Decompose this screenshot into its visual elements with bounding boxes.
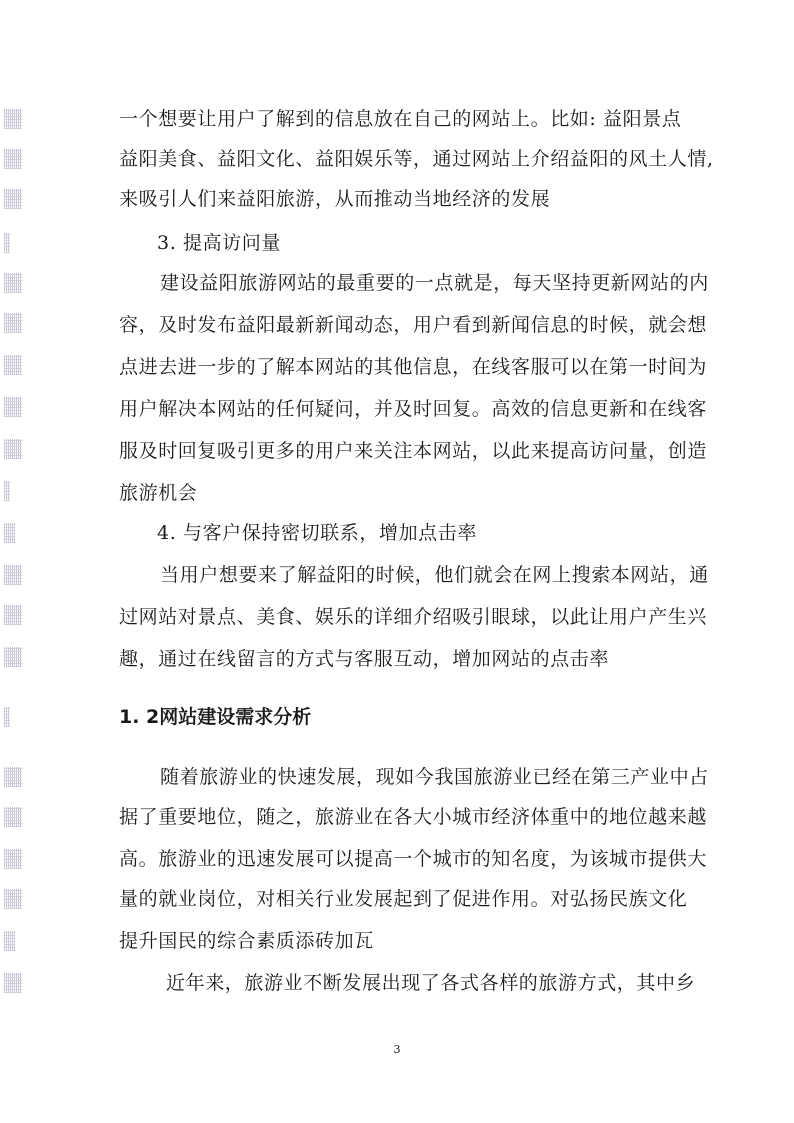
scan-artifact — [4, 273, 22, 293]
paragraph-line: 点进去进一步的了解本网站的其他信息，在线客服可以在第一时间为 — [119, 356, 708, 378]
paragraph-line: 建设益阳旅游网站的最重要的一点就是，每天坚持更新网站的内 — [160, 272, 709, 294]
paragraph-line: 容，及时发布益阳最新新闻动态，用户看到新闻信息的时候，就会想 — [119, 314, 708, 336]
scan-artifact — [4, 481, 10, 501]
scan-artifact — [4, 767, 22, 787]
scan-artifact — [4, 313, 22, 333]
scan-artifact — [4, 605, 22, 625]
paragraph-line: 据了重要地位，随之，旅游业在各大小城市经济体重中的地位越来越 — [119, 806, 708, 828]
scan-artifact — [4, 439, 22, 459]
scan-artifact — [4, 233, 10, 253]
section-heading: 1. 2网站建设需求分析 — [119, 706, 312, 728]
scan-artifact — [4, 807, 22, 827]
paragraph-line: 一个想要让用户了解到的信息放在自己的网站上。比如: 益阳景点 — [119, 108, 682, 130]
scan-artifact — [4, 523, 15, 543]
paragraph-line: 当用户想要来了解益阳的时候，他们就会在网上搜索本网站，通 — [160, 564, 709, 586]
subheading-line: 4. 与客户保持密切联系，增加点击率 — [157, 522, 477, 544]
paragraph-line: 随着旅游业的快速发展，现如今我国旅游业已经在第三产业中占 — [160, 766, 709, 788]
paragraph-line: 用户解决本网站的任何疑问，并及时回复。高效的信息更新和在线客 — [119, 398, 708, 420]
scan-artifact — [4, 849, 22, 869]
scan-artifact — [4, 397, 22, 417]
scan-artifact — [4, 149, 22, 169]
paragraph-line: 旅游机会 — [119, 482, 198, 504]
paragraph-line: 过网站对景点、美食、娱乐的详细介绍吸引眼球，以此让用户产生兴 — [119, 606, 708, 628]
scan-artifact — [4, 109, 22, 129]
scan-artifact — [4, 931, 15, 951]
paragraph-line: 提升国民的综合素质添砖加瓦 — [119, 930, 374, 952]
scan-artifact — [4, 565, 22, 585]
paragraph-line: 高。旅游业的迅速发展可以提高一个城市的知名度，为该城市提供大 — [119, 848, 708, 870]
paragraph-line: 趣，通过在线留言的方式与客服互动，增加网站的点击率 — [119, 648, 610, 670]
scan-artifact — [4, 973, 22, 993]
scan-artifact — [4, 355, 22, 375]
page-number: 3 — [393, 1043, 401, 1056]
paragraph-line: 近年来，旅游业不断发展出现了各式各样的旅游方式，其中乡 — [166, 972, 696, 994]
subheading-line: 3. 提高访问量 — [157, 232, 281, 254]
scan-artifact — [4, 647, 22, 667]
paragraph-line: 服及时回复吸引更多的用户来关注本网站，以此来提高访问量，创造 — [119, 440, 708, 462]
paragraph-line: 量的就业岗位，对相关行业发展起到了促进作用。对弘扬民族文化 — [119, 888, 688, 910]
scan-artifact — [4, 889, 22, 909]
paragraph-line: 益阳美食、益阳文化、益阳娱乐等，通过网站上介绍益阳的风土人情, — [119, 148, 714, 170]
paragraph-line: 来吸引人们来益阳旅游，从而推动当地经济的发展 — [119, 188, 551, 210]
scan-artifact — [4, 707, 10, 727]
scan-artifact — [4, 189, 22, 209]
